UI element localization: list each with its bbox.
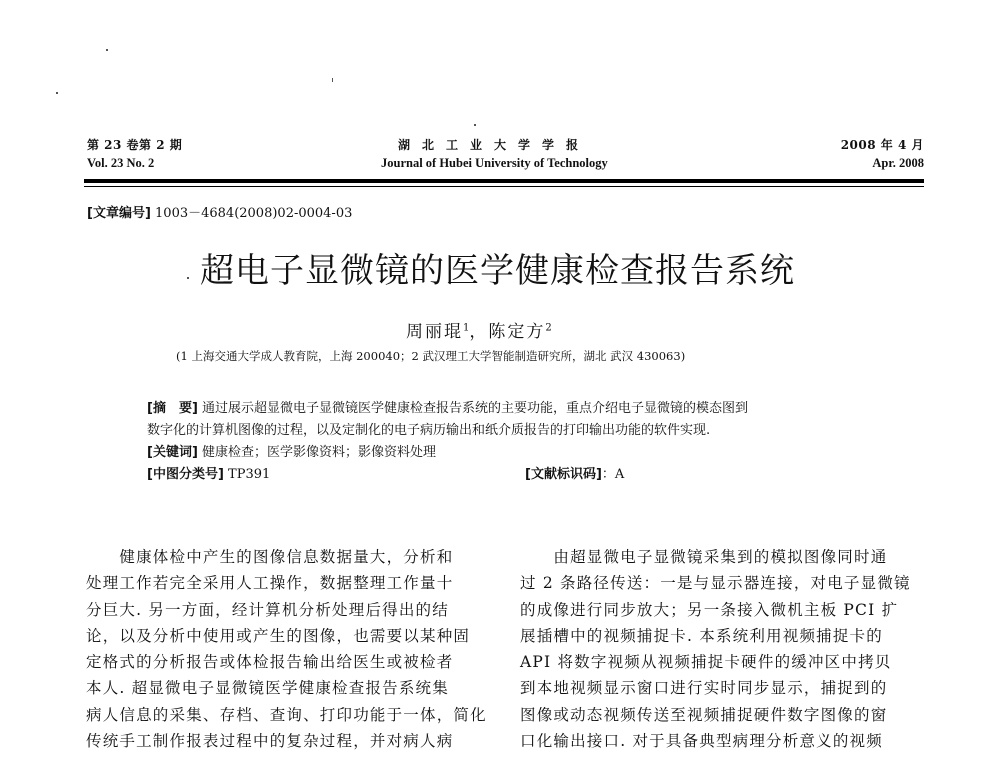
- abstract-text-1: 通过展示超显微电子显微镜医学健康检查报告系统的主要功能，重点介绍电子显微镜的模态图到: [197, 401, 749, 416]
- body-column-right: [520, 544, 930, 754]
- body-left-line: 分巨大. 另一方面，经计算机分析处理后得出的结: [86, 600, 449, 619]
- document-code-value: ：A: [601, 467, 625, 482]
- author-1-affil-mark: 1: [463, 322, 470, 334]
- abstract-label: [摘 要]: [147, 401, 198, 416]
- keywords-label: [关键词]: [147, 445, 198, 460]
- scan-speck: [56, 92, 58, 94]
- body-right-line: 的成像进行同步放大；另一条接入微机主板 PCI 扩: [520, 600, 899, 619]
- author-2-affil-mark: 2: [545, 322, 552, 334]
- body-left-line: 定格式的分析报告或体检报告输出给医生或被检者: [86, 653, 454, 672]
- abstract-block: [147, 398, 882, 486]
- author-1: 周丽琨: [406, 322, 463, 342]
- author-list: [406, 317, 552, 342]
- keywords-line: [147, 442, 882, 464]
- body-left-line: 病人信息的采集、存档、查询、打印功能于一体，简化: [86, 705, 487, 724]
- keywords-value: 健康检查；医学影像资料；影像资料处理: [197, 445, 437, 460]
- scan-speck: [474, 124, 476, 126]
- header-journal-en: Journal of Hubei University of Technology: [381, 156, 608, 170]
- classification-line: [147, 464, 882, 486]
- body-right-line: 口化输出接口. 对于具备典型病理分析意义的视频: [520, 732, 883, 751]
- header-volume-en: Vol. 23 No. 2: [87, 156, 155, 170]
- scan-speck: [106, 49, 108, 51]
- header-date-cn: 2008 年 4 月: [840, 138, 924, 152]
- body-left-line: 处理工作若完全采用人工操作，数据整理工作量十: [86, 574, 454, 593]
- body-right-line: 过 2 条路径传送：一是与显示器连接，对电子显微镜: [520, 574, 911, 593]
- scan-speck: [187, 277, 189, 279]
- body-right-line: 到本地视频显示窗口进行实时同步显示，捕捉到的: [520, 679, 888, 698]
- document-code-label: [文献标识码]: [525, 467, 602, 482]
- body-right-line: 图像或动态视频传送至视频捕捉硬件数字图像的窗: [520, 705, 888, 724]
- abstract-line-2: [147, 420, 882, 442]
- author-separator: ，: [469, 322, 489, 342]
- body-right-line: 由超显微电子显微镜采集到的模拟图像同时通: [520, 548, 888, 566]
- author-2: 陈定方: [488, 322, 546, 342]
- author-affiliations: (1 上海交通大学成人教育院，上海 200040；2 武汉理工大学智能制造研究所，湖北 武汉 430063): [176, 349, 686, 363]
- body-left-line: 传统手工制作报表过程中的复杂过程，并对病人病: [86, 732, 454, 751]
- article-number: [87, 202, 352, 221]
- paper-title: 超电子显微镜的医学健康检查报告系统: [200, 251, 795, 291]
- classification-value: TP391: [223, 467, 271, 482]
- body-left-line: 论，以及分析中使用或产生的图像，也需要以某种固: [86, 626, 471, 645]
- abstract-line-1: [147, 398, 882, 420]
- article-number-value: 1003－4684(2008)02-0004-03: [150, 206, 353, 221]
- body-left-line: 健康体检中产生的图像信息数据量大，分析和: [86, 548, 454, 566]
- body-left-line: 本人. 超显微电子显微镜医学健康检查报告系统集: [86, 679, 449, 698]
- body-right-line: API 将数字视频从视频捕捉卡硬件的缓冲区中拷贝: [520, 653, 892, 672]
- header-date-en: Apr. 2008: [872, 156, 924, 170]
- scan-speck: [332, 78, 333, 82]
- body-column-left: [86, 544, 496, 754]
- classification-label: [中图分类号]: [147, 467, 224, 482]
- article-number-label: [文章编号]: [87, 206, 151, 221]
- body-right-line: 展插槽中的视频捕捉卡. 本系统利用视频捕捉卡的: [520, 626, 883, 645]
- header-rule-thick: [84, 179, 924, 183]
- document-code: [525, 464, 624, 486]
- header-journal-cn: 湖 北 工 业 大 学 学 报: [398, 138, 579, 152]
- abstract-text-2: 数字化的计算机图像的过程，以及定制化的电子病历输出和纸介质报告的打印输出功能的软件实现.: [147, 423, 711, 438]
- header-volume-cn: 第 23 卷第 2 期: [87, 138, 183, 152]
- header-rule-thin: [84, 186, 924, 187]
